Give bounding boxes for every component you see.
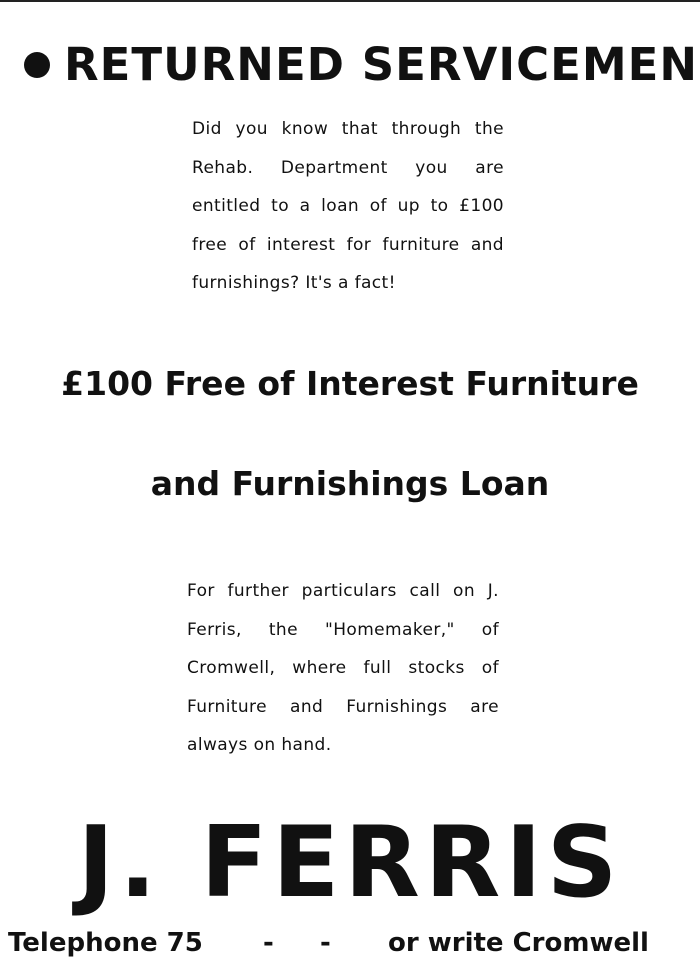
loan-heading-line-1: £100 Free of Interest Furniture — [61, 364, 639, 403]
footer-dash: - — [320, 928, 331, 958]
headline — [24, 38, 699, 91]
loan-heading-line-2: and Furnishings Loan — [150, 464, 550, 503]
headline-text: RETURNED SERVICEMEN — [64, 38, 699, 91]
top-rule — [0, 0, 700, 2]
footer-telephone: Telephone 75 — [8, 928, 203, 958]
footer-write-address: or write Cromwell — [388, 928, 649, 958]
details-paragraph: For further particulars call on J. Ferris, the "Homemaker," of Cromwell, where full stocks of Furniture and Furnishings are always on hand. — [187, 581, 499, 755]
intro-paragraph: Did you know that through the Rehab. Department you are entitled to a loan of up to £100 free of interest for furniture and furnishings? It's a fact! — [192, 119, 504, 293]
bullet-icon — [24, 52, 50, 78]
advertiser-name: J. FERRIS — [77, 806, 623, 920]
footer-dash: - — [263, 928, 274, 958]
